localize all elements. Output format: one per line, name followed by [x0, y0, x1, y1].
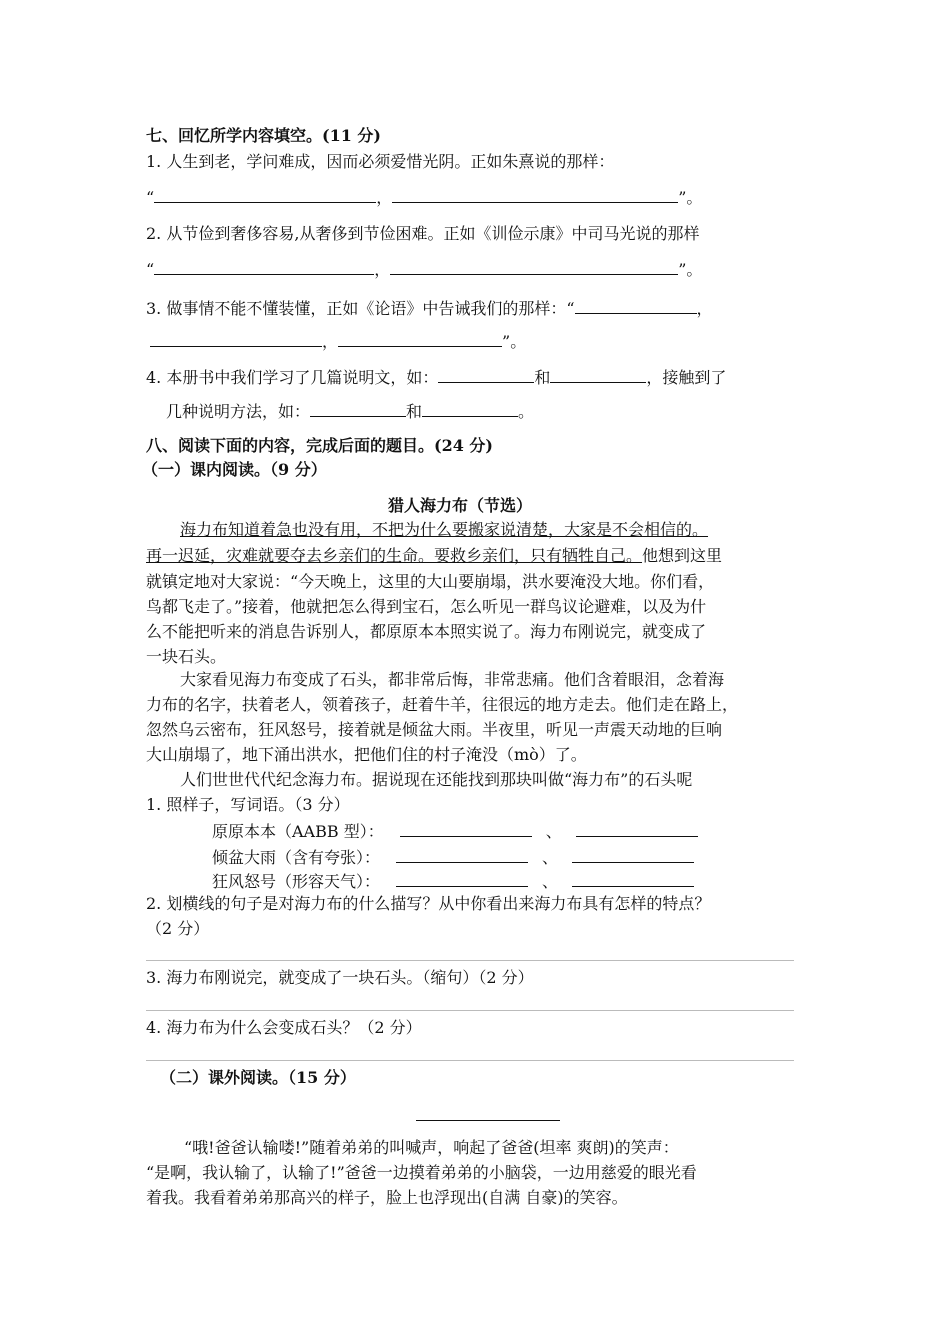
q8-1-blank[interactable] — [572, 846, 694, 863]
section-7-heading: 七、回忆所学内容填空。(11 分) — [146, 126, 381, 145]
passage-line: 一块石头。 — [146, 647, 227, 666]
q7-1-blank-b[interactable] — [392, 186, 678, 203]
q7-4-blank-b[interactable] — [550, 366, 646, 383]
open-quote: “ — [146, 188, 155, 207]
q8-4-text: 4. 海力布为什么会变成石头？（2 分） — [146, 1018, 422, 1037]
passage-text: 他想到这里 — [642, 546, 723, 565]
q7-4-blank-a[interactable] — [438, 366, 534, 383]
part-2-heading: （二）课外阅读。（15 分） — [160, 1068, 356, 1087]
close-quote: ”。 — [678, 260, 703, 279]
touch-text: ，接触到了 — [646, 368, 727, 387]
q7-1-text: 1. 人生到老，学问难成，因而必须爱惜光阴。正如朱熹说的那样： — [146, 152, 615, 171]
q7-2-blank-a[interactable] — [154, 258, 374, 275]
q8-1-row — [212, 846, 694, 868]
q7-4-text: 4. 本册书中我们学习了几篇说明文，如： — [146, 368, 439, 387]
close-quote: ”。 — [502, 332, 527, 351]
open-quote: “ — [566, 299, 575, 318]
passage-line: 人们世世代代纪念海力布。据说现在还能找到那块叫做“海力布”的石头呢 — [180, 770, 693, 789]
q7-4-line — [146, 366, 726, 388]
passage-line: 么不能把听来的消息告诉别人，都原原本本照实说了。海力布刚说完，就变成了 — [146, 622, 707, 641]
passage-line — [180, 520, 708, 540]
answer-line[interactable] — [146, 960, 794, 961]
q8-2-text: 2. 划横线的句子是对海力布的什么描写？从中你看出来海力布具有怎样的特点？ — [146, 894, 711, 913]
q8-1-blank[interactable] — [400, 820, 532, 837]
and-word: 和 — [406, 402, 423, 421]
q7-4-text-2: 几种说明方法，如： — [166, 402, 311, 421]
q8-1-blank[interactable] — [576, 820, 698, 837]
open-quote: “ — [146, 260, 155, 279]
q8-1-prompt: 狂风怒号（形容天气）： — [212, 872, 381, 891]
comma: ， — [322, 332, 339, 351]
q8-1-text: 1. 照样子，写词语。（3 分） — [146, 795, 350, 814]
q7-1-blank-a[interactable] — [154, 186, 376, 203]
extra-passage-line: 着我。我看着弟弟那高兴的样子，脸上也浮现出(自满 自豪)的笑容。 — [146, 1188, 628, 1207]
underlined-sentence: 海力布知道着急也没有用，不把为什么要搬家说清楚，大家是不会相信的。 — [180, 520, 709, 539]
dun-mark: 、 — [542, 872, 559, 891]
and-word: 和 — [534, 368, 551, 387]
q7-2-blank-b[interactable] — [390, 258, 678, 275]
close-quote: ”。 — [678, 188, 703, 207]
q8-1-blank[interactable] — [396, 846, 528, 863]
passage-line: 忽然乌云密布，狂风怒号，接着就是倾盆大雨。半夜里，听见一声震天动地的巨响 — [146, 720, 723, 739]
passage-line — [146, 546, 722, 566]
answer-line[interactable] — [146, 1010, 794, 1011]
q7-3-line-2 — [150, 330, 526, 352]
q8-2-text-2: （2 分） — [146, 919, 210, 938]
q7-3-blank-c[interactable] — [338, 330, 502, 347]
q8-1-blank[interactable] — [572, 870, 694, 887]
passage-line: 就镇定地对大家说：“今天晚上，这里的大山要崩塌，洪水要淹没大地。你们看， — [146, 572, 715, 591]
passage-line: 鸟都飞走了。”接着，他就把怎么得到宝石，怎么听见一群鸟议论避难，以及为什 — [146, 597, 707, 616]
q7-4-blank-d[interactable] — [422, 400, 518, 417]
q8-1-row — [212, 820, 698, 842]
q8-1-prompt: 原原本本（AABB 型）： — [212, 822, 384, 841]
period: 。 — [518, 402, 535, 421]
q7-2-answer-line — [146, 258, 702, 280]
title-blank[interactable] — [416, 1104, 560, 1121]
comma: ， — [376, 188, 393, 207]
extra-passage-line: “是啊，我认输了，认输了!”爸爸一边摸着弟弟的小脑袋，一边用慈爱的眼光看 — [146, 1163, 697, 1182]
dun-mark: 、 — [545, 822, 562, 841]
q7-4-line-2 — [166, 400, 534, 422]
passage-line: 大家看见海力布变成了石头，都非常后悔，非常悲痛。他们含着眼泪，念着海 — [180, 670, 725, 689]
q7-2-text: 2. 从节俭到奢侈容易,从奢侈到节俭困难。正如《训俭示康》中司马光说的那样 — [146, 224, 700, 243]
comma: ， — [374, 260, 391, 279]
passage-line: 大山崩塌了，地下涌出洪水，把他们住的村子淹没（mò）了。 — [146, 745, 587, 764]
passage-title: 猎人海力布（节选） — [388, 496, 533, 515]
passage-line: 力布的名字，扶着老人，领着孩子，赶着牛羊，往很远的地方走去。他们走在路上， — [146, 695, 739, 714]
underlined-sentence: 再一迟延，灾难就要夺去乡亲们的生命。要救乡亲们，只有牺牲自己。 — [146, 546, 643, 565]
q8-1-blank[interactable] — [396, 870, 528, 887]
q7-3-text: 3. 做事情不能不懂装懂，正如《论语》中告诫我们的那样： — [146, 299, 567, 318]
q7-4-blank-c[interactable] — [310, 400, 406, 417]
q7-3-blank-b[interactable] — [150, 330, 322, 347]
q8-1-prompt: 倾盆大雨（含有夸张）： — [212, 848, 381, 867]
q8-1-row — [212, 870, 694, 892]
comma: ， — [696, 299, 713, 318]
q7-3-blank-a[interactable] — [575, 297, 697, 314]
dun-mark: 、 — [542, 848, 559, 867]
q7-3-line — [146, 297, 713, 319]
extra-passage-line: “哦!爸爸认输喽!”随着弟弟的叫喊声，响起了爸爸(坦率 爽朗)的笑声： — [184, 1138, 679, 1157]
answer-line[interactable] — [146, 1060, 794, 1061]
part-1-heading: （一）课内阅读。（9 分） — [142, 460, 327, 479]
q7-1-answer-line — [146, 186, 702, 208]
q8-3-text: 3. 海力布刚说完，就变成了一块石头。（缩句）（2 分） — [146, 968, 534, 987]
section-8-heading: 八、阅读下面的内容，完成后面的题目。(24 分) — [146, 436, 493, 455]
